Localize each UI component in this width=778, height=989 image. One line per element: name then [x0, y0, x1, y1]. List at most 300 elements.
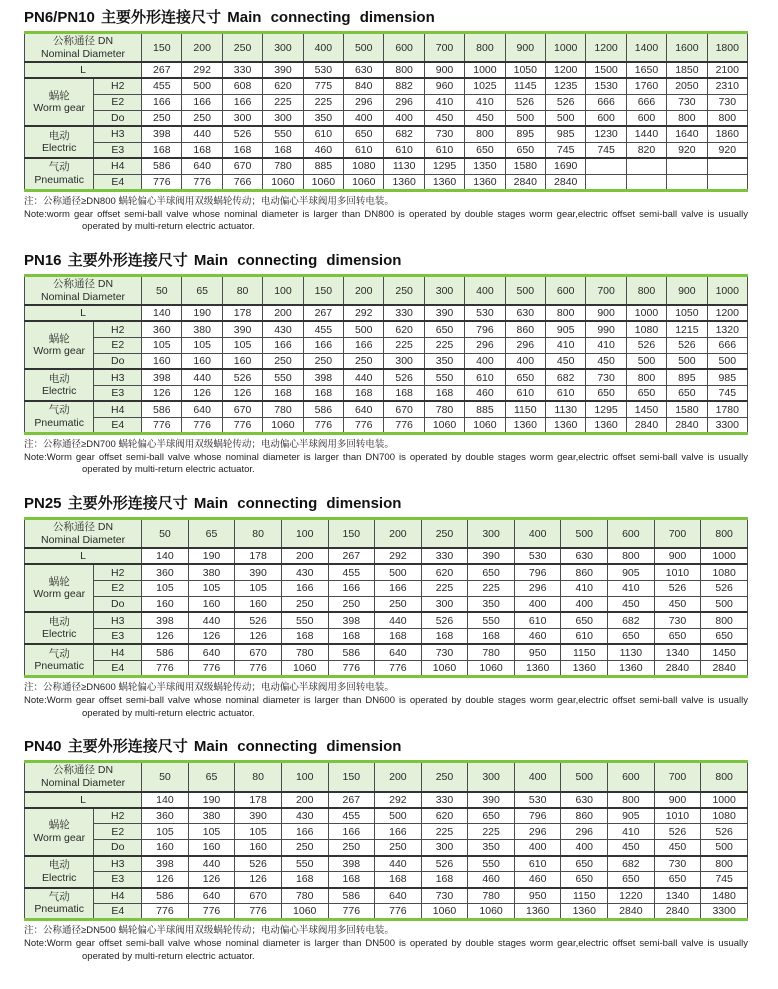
- data-cell: 500: [182, 78, 222, 94]
- data-cell: 745: [586, 142, 626, 158]
- data-cell: 500: [546, 110, 586, 126]
- row-label-h4: H4: [94, 888, 142, 904]
- data-cell: 440: [182, 126, 222, 142]
- data-cell: 166: [303, 337, 343, 353]
- data-cell: 126: [235, 628, 282, 644]
- data-cell: 2840: [546, 174, 586, 190]
- dn-value-cell: 300: [468, 519, 515, 549]
- data-cell: 640: [375, 644, 422, 660]
- data-cell: 430: [263, 321, 303, 337]
- data-cell: 450: [586, 353, 626, 369]
- data-cell: 780: [281, 644, 328, 660]
- data-cell: 586: [328, 888, 375, 904]
- dn-value-cell: 150: [328, 762, 375, 792]
- data-cell: 905: [608, 564, 655, 580]
- title-english: Main connecting dimension: [193, 252, 402, 270]
- data-cell: 526: [654, 824, 701, 840]
- data-cell: 410: [586, 337, 626, 353]
- data-cell: 450: [654, 840, 701, 856]
- data-cell: 450: [424, 110, 464, 126]
- dn-value-cell: 800: [701, 519, 748, 549]
- dn-value-cell: 200: [344, 276, 384, 306]
- data-cell: 296: [561, 824, 608, 840]
- data-cell: 360: [142, 321, 182, 337]
- data-cell: 350: [468, 840, 515, 856]
- data-cell: 430: [281, 564, 328, 580]
- data-cell: 390: [235, 808, 282, 824]
- data-cell: 168: [303, 385, 343, 401]
- title-english: Main connecting dimension: [193, 738, 402, 756]
- title-chinese: 主要外形连接尺寸: [101, 9, 222, 26]
- data-cell: 160: [182, 353, 222, 369]
- dn-header-cell: 公称通径 DN Nominal Diameter: [25, 276, 142, 306]
- data-cell: 250: [328, 840, 375, 856]
- data-cell: 780: [281, 888, 328, 904]
- dn-value-cell: 65: [188, 519, 235, 549]
- data-cell: 640: [182, 158, 222, 174]
- data-cell: 168: [281, 628, 328, 644]
- data-cell: 650: [344, 126, 384, 142]
- data-cell: 250: [281, 840, 328, 856]
- data-cell: 225: [384, 337, 424, 353]
- data-cell: 526: [235, 856, 282, 872]
- data-cell: 398: [142, 856, 189, 872]
- data-cell: 650: [465, 142, 505, 158]
- data-cell: 400: [344, 110, 384, 126]
- group-label-electric: 电动 Electric: [25, 369, 94, 401]
- data-cell: 620: [421, 808, 468, 824]
- data-cell: 292: [182, 62, 222, 78]
- dimension-table-pn40: [24, 760, 748, 921]
- data-cell: 296: [465, 337, 505, 353]
- data-cell: 350: [424, 353, 464, 369]
- data-cell: 140: [142, 548, 189, 564]
- data-cell: 190: [188, 548, 235, 564]
- data-cell: 882: [384, 78, 424, 94]
- page-title: [24, 492, 748, 513]
- data-cell: 398: [328, 856, 375, 872]
- data-cell: 3300: [707, 417, 747, 433]
- data-cell: 166: [328, 824, 375, 840]
- data-cell: 168: [263, 142, 303, 158]
- data-cell: 168: [263, 385, 303, 401]
- data-cell: 630: [344, 62, 384, 78]
- data-cell: 390: [468, 548, 515, 564]
- data-cell: 775: [303, 78, 343, 94]
- data-cell: 390: [222, 321, 262, 337]
- data-cell: 640: [344, 401, 384, 417]
- data-cell: 225: [303, 94, 343, 110]
- data-cell: 3300: [701, 904, 748, 920]
- data-cell: 1060: [421, 660, 468, 676]
- dn-value-cell: 1400: [626, 33, 666, 63]
- data-cell: 610: [303, 126, 343, 142]
- data-cell: 526: [421, 856, 468, 872]
- dn-value-cell: 200: [182, 33, 222, 63]
- data-cell: 1060: [465, 417, 505, 433]
- data-cell: 160: [235, 840, 282, 856]
- data-cell: 500: [375, 564, 422, 580]
- data-cell: [667, 174, 707, 190]
- data-cell: 820: [626, 142, 666, 158]
- data-cell: 225: [263, 94, 303, 110]
- row-label-e3: E3: [94, 142, 142, 158]
- data-cell: 126: [235, 872, 282, 888]
- data-cell: 410: [561, 580, 608, 596]
- data-cell: 500: [375, 808, 422, 824]
- dn-value-cell: 65: [182, 276, 222, 306]
- data-cell: 400: [561, 596, 608, 612]
- data-cell: 526: [546, 94, 586, 110]
- data-cell: 800: [546, 305, 586, 321]
- row-label-e4: E4: [94, 904, 142, 920]
- data-cell: 1145: [505, 78, 545, 94]
- data-cell: 666: [586, 94, 626, 110]
- data-cell: 166: [328, 580, 375, 596]
- data-cell: 682: [384, 126, 424, 142]
- data-cell: 168: [182, 142, 222, 158]
- row-label-h3: H3: [94, 856, 142, 872]
- data-cell: 455: [328, 564, 375, 580]
- dn-value-cell: 500: [561, 519, 608, 549]
- data-cell: 455: [303, 321, 343, 337]
- data-cell: 1530: [586, 78, 626, 94]
- data-cell: 168: [344, 385, 384, 401]
- dn-value-cell: 100: [263, 276, 303, 306]
- dn-value-cell: 250: [384, 276, 424, 306]
- data-cell: 1450: [701, 644, 748, 660]
- data-cell: 650: [701, 628, 748, 644]
- data-cell: 1440: [626, 126, 666, 142]
- data-cell: 400: [514, 596, 561, 612]
- data-cell: 1025: [465, 78, 505, 94]
- row-label-h3: H3: [94, 612, 142, 628]
- data-cell: 776: [182, 417, 222, 433]
- data-cell: 550: [468, 856, 515, 872]
- note-chinese: 注：公称通径≥DN500 蜗轮偏心半球阀用双级蜗轮传动；电动偏心半球阀用多回转电装。: [24, 925, 394, 937]
- note-english: Note:worm gear offset semi-ball valve whose nominal diameter is larger than DN800 is operated by double stages worm gear,electric offset semi-ball valve is usually operated by multi-return electric actuator.: [24, 208, 748, 233]
- data-cell: 610: [424, 142, 464, 158]
- data-cell: 168: [424, 385, 464, 401]
- data-cell: 920: [707, 142, 747, 158]
- data-cell: 2100: [707, 62, 747, 78]
- data-cell: 105: [142, 337, 182, 353]
- data-cell: 460: [468, 872, 515, 888]
- data-cell: 1760: [626, 78, 666, 94]
- dn-value-cell: 500: [344, 33, 384, 63]
- data-cell: 140: [142, 792, 189, 808]
- data-cell: 1200: [707, 305, 747, 321]
- data-cell: 620: [421, 564, 468, 580]
- data-cell: 1130: [384, 158, 424, 174]
- data-cell: 610: [344, 142, 384, 158]
- dn-value-cell: 300: [263, 33, 303, 63]
- row-label-do: Do: [94, 596, 142, 612]
- data-cell: 1060: [468, 904, 515, 920]
- data-cell: 920: [667, 142, 707, 158]
- data-cell: 730: [707, 94, 747, 110]
- data-cell: 650: [654, 628, 701, 644]
- dn-value-cell: 300: [424, 276, 464, 306]
- data-cell: 670: [384, 401, 424, 417]
- data-cell: 160: [188, 840, 235, 856]
- dn-value-cell: 150: [142, 33, 182, 63]
- data-cell: 166: [222, 94, 262, 110]
- data-cell: 168: [328, 872, 375, 888]
- dn-value-cell: 1600: [667, 33, 707, 63]
- row-label-h3: H3: [94, 369, 142, 385]
- data-cell: 650: [468, 808, 515, 824]
- data-cell: 1130: [546, 401, 586, 417]
- data-cell: 730: [654, 612, 701, 628]
- data-cell: 586: [303, 401, 343, 417]
- data-cell: 105: [222, 337, 262, 353]
- row-label-e4: E4: [94, 660, 142, 676]
- row-label-e2: E2: [94, 94, 142, 110]
- data-cell: 225: [468, 824, 515, 840]
- data-cell: 776: [142, 904, 189, 920]
- data-cell: 650: [608, 872, 655, 888]
- dimension-table-pn25: [24, 517, 748, 678]
- data-cell: 780: [468, 888, 515, 904]
- row-label-e4: E4: [94, 174, 142, 190]
- data-cell: 1360: [424, 174, 464, 190]
- data-cell: 1340: [654, 888, 701, 904]
- title-english: Main connecting dimension: [227, 9, 435, 26]
- data-cell: 1080: [626, 321, 666, 337]
- data-cell: 1230: [586, 126, 626, 142]
- data-cell: 550: [468, 612, 515, 628]
- data-cell: 670: [235, 888, 282, 904]
- data-cell: 390: [263, 62, 303, 78]
- data-cell: 105: [142, 824, 189, 840]
- data-cell: 1150: [561, 888, 608, 904]
- data-cell: 1360: [514, 904, 561, 920]
- data-cell: 105: [188, 580, 235, 596]
- data-cell: 530: [514, 548, 561, 564]
- data-cell: 2050: [667, 78, 707, 94]
- data-cell: 905: [546, 321, 586, 337]
- data-cell: 900: [654, 792, 701, 808]
- data-cell: 776: [344, 417, 384, 433]
- data-cell: 440: [375, 856, 422, 872]
- dn-value-cell: 400: [514, 762, 561, 792]
- pressure-class-label: PN6/PN10: [24, 9, 95, 26]
- group-label-electric: 电动 Electric: [25, 612, 94, 644]
- data-cell: 1060: [263, 417, 303, 433]
- data-cell: 610: [546, 385, 586, 401]
- data-cell: 250: [182, 110, 222, 126]
- data-cell: 1060: [424, 417, 464, 433]
- data-cell: 1000: [465, 62, 505, 78]
- row-label-h4: H4: [94, 644, 142, 660]
- data-cell: [707, 174, 747, 190]
- data-cell: 1360: [514, 660, 561, 676]
- dn-value-cell: 400: [465, 276, 505, 306]
- group-label-electric: 电动 Electric: [25, 126, 94, 158]
- data-cell: 776: [328, 904, 375, 920]
- data-cell: 610: [514, 856, 561, 872]
- data-cell: 526: [667, 337, 707, 353]
- row-label-l: L: [25, 62, 142, 78]
- data-cell: 800: [701, 856, 748, 872]
- note-english: Note:Worm gear offset semi-ball valve whose nominal diameter is larger than DN500 is operated by double stages worm gear,electric offset semi-ball valve is usually operated by multi-return electric actuator.: [24, 937, 748, 962]
- data-cell: 225: [468, 580, 515, 596]
- data-cell: 586: [142, 401, 182, 417]
- data-cell: 267: [328, 792, 375, 808]
- data-cell: 1150: [561, 644, 608, 660]
- data-cell: 500: [667, 353, 707, 369]
- data-cell: 267: [303, 305, 343, 321]
- dn-value-cell: 200: [375, 762, 422, 792]
- data-cell: 985: [707, 369, 747, 385]
- dn-value-cell: 80: [222, 276, 262, 306]
- data-cell: 1360: [546, 417, 586, 433]
- data-cell: 166: [263, 337, 303, 353]
- data-cell: 900: [424, 62, 464, 78]
- data-cell: 300: [384, 353, 424, 369]
- data-cell: 1200: [546, 62, 586, 78]
- data-cell: [667, 158, 707, 174]
- data-cell: [626, 174, 666, 190]
- data-cell: 526: [701, 824, 748, 840]
- data-cell: 610: [561, 628, 608, 644]
- data-cell: 1360: [384, 174, 424, 190]
- section-pn25: [24, 492, 748, 720]
- data-cell: 1850: [667, 62, 707, 78]
- data-cell: 296: [384, 94, 424, 110]
- data-cell: 400: [505, 353, 545, 369]
- data-cell: 526: [222, 369, 262, 385]
- data-cell: 166: [281, 824, 328, 840]
- note-chinese: 注：公称通径≥DN800 蜗轮偏心半球阀用双级蜗轮传动；电动偏心半球阀用多回转电装。: [24, 195, 394, 207]
- data-cell: 1060: [281, 904, 328, 920]
- dn-value-cell: 150: [303, 276, 343, 306]
- dn-value-cell: 50: [142, 762, 189, 792]
- data-cell: 178: [235, 792, 282, 808]
- data-cell: 250: [344, 353, 384, 369]
- note-english: Note:Worm gear offset semi-ball valve whose nominal diameter is larger than DN700 is operated by double stages worm gear,electric offset semi-ball valve is usually operated by multi-return electric actuator.: [24, 451, 748, 476]
- data-cell: 166: [375, 824, 422, 840]
- data-cell: 410: [424, 94, 464, 110]
- pressure-class-label: PN16: [24, 252, 62, 270]
- pressure-class-label: PN25: [24, 495, 62, 513]
- data-cell: 776: [222, 417, 262, 433]
- data-cell: 745: [701, 872, 748, 888]
- data-cell: 620: [384, 321, 424, 337]
- data-cell: 440: [188, 612, 235, 628]
- pressure-class-label: PN40: [24, 738, 62, 756]
- data-cell: 460: [514, 872, 561, 888]
- data-cell: 1060: [303, 174, 343, 190]
- data-cell: 670: [222, 158, 262, 174]
- data-cell: 1000: [626, 305, 666, 321]
- data-cell: 650: [654, 872, 701, 888]
- data-cell: 300: [421, 840, 468, 856]
- data-cell: 610: [465, 369, 505, 385]
- dn-value-cell: 150: [328, 519, 375, 549]
- page-title: [24, 735, 748, 756]
- data-cell: 885: [303, 158, 343, 174]
- data-cell: 730: [667, 94, 707, 110]
- data-cell: 350: [468, 596, 515, 612]
- data-cell: 776: [182, 174, 222, 190]
- note-english: Note:Worm gear offset semi-ball valve whose nominal diameter is larger than DN600 is operated by double stages worm gear,electric offset semi-ball valve is usually operated by multi-return electric actuator.: [24, 694, 748, 719]
- data-cell: 360: [142, 564, 189, 580]
- data-cell: 1580: [505, 158, 545, 174]
- data-cell: 800: [608, 792, 655, 808]
- data-cell: 1080: [344, 158, 384, 174]
- data-cell: 586: [142, 158, 182, 174]
- data-cell: 450: [608, 596, 655, 612]
- data-cell: 330: [222, 62, 262, 78]
- data-cell: 550: [281, 856, 328, 872]
- row-label-l: L: [25, 792, 142, 808]
- data-cell: 776: [142, 174, 182, 190]
- data-cell: 1295: [424, 158, 464, 174]
- dn-value-cell: 700: [654, 519, 701, 549]
- data-cell: 776: [384, 417, 424, 433]
- data-cell: 2310: [707, 78, 747, 94]
- data-cell: 730: [421, 644, 468, 660]
- data-cell: 168: [281, 872, 328, 888]
- data-cell: 400: [561, 840, 608, 856]
- title-chinese: 主要外形连接尺寸: [67, 495, 188, 513]
- data-cell: 1220: [608, 888, 655, 904]
- data-cell: 166: [344, 337, 384, 353]
- data-cell: 160: [188, 596, 235, 612]
- dn-value-cell: 700: [424, 33, 464, 63]
- data-cell: 796: [514, 808, 561, 824]
- row-label-l: L: [25, 548, 142, 564]
- data-cell: 650: [505, 142, 545, 158]
- data-cell: 1050: [505, 62, 545, 78]
- data-cell: 1060: [468, 660, 515, 676]
- data-cell: 550: [281, 612, 328, 628]
- data-cell: 1130: [608, 644, 655, 660]
- note-chinese: 注：公称通径≥DN600 蜗轮偏心半球阀用双级蜗轮传动；电动偏心半球阀用多回转电装。: [24, 681, 394, 693]
- data-cell: 650: [626, 385, 666, 401]
- data-cell: 166: [375, 580, 422, 596]
- page-title: [24, 6, 748, 27]
- data-cell: 168: [142, 142, 182, 158]
- data-cell: 296: [514, 824, 561, 840]
- dn-value-cell: 400: [514, 519, 561, 549]
- data-cell: 400: [465, 353, 505, 369]
- data-cell: 650: [561, 856, 608, 872]
- data-cell: 250: [263, 353, 303, 369]
- data-cell: 200: [263, 305, 303, 321]
- data-cell: 2840: [608, 904, 655, 920]
- data-cell: 440: [375, 612, 422, 628]
- data-cell: 410: [608, 824, 655, 840]
- data-cell: 225: [421, 824, 468, 840]
- data-cell: 985: [546, 126, 586, 142]
- data-cell: 250: [142, 110, 182, 126]
- data-cell: 780: [468, 644, 515, 660]
- data-cell: 745: [546, 142, 586, 158]
- data-cell: 550: [263, 369, 303, 385]
- data-cell: 1360: [608, 660, 655, 676]
- data-cell: 776: [303, 417, 343, 433]
- data-cell: 640: [188, 644, 235, 660]
- data-cell: 1080: [701, 564, 748, 580]
- data-cell: 610: [514, 612, 561, 628]
- data-cell: 526: [505, 94, 545, 110]
- dn-value-cell: 700: [586, 276, 626, 306]
- data-cell: 178: [235, 548, 282, 564]
- data-cell: 530: [303, 62, 343, 78]
